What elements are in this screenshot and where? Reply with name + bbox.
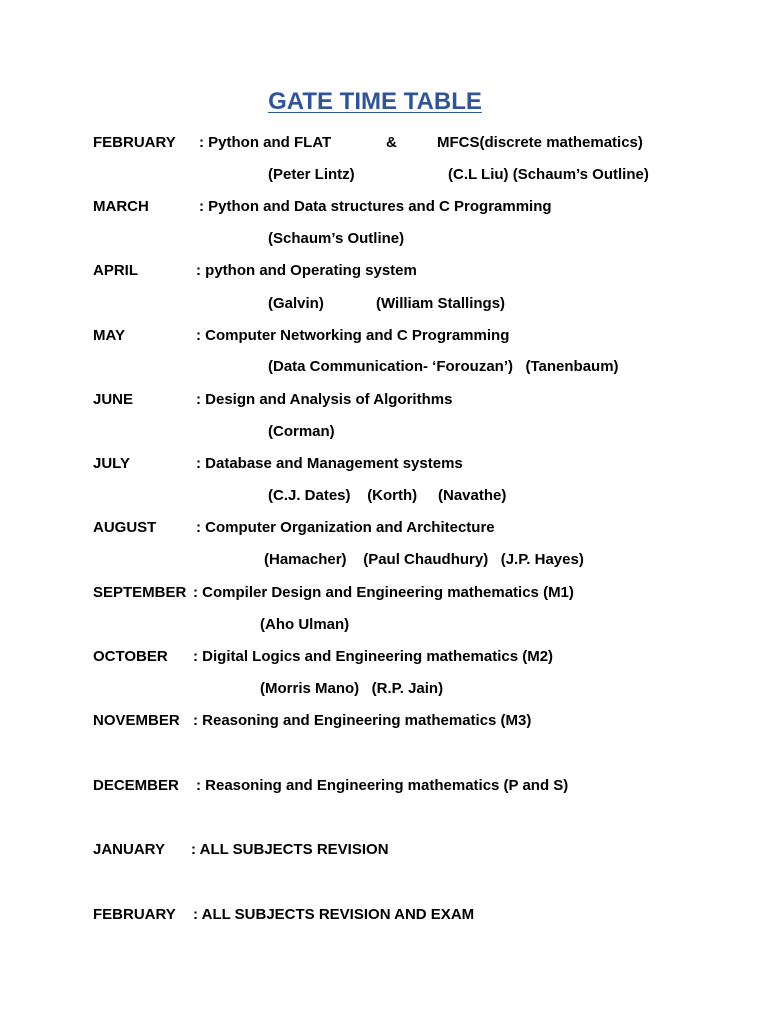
month-label: FEBRUARY xyxy=(93,906,176,923)
book-reference: (Corman) xyxy=(268,423,335,440)
month-label: NOVEMBER xyxy=(93,712,180,729)
month-label: MARCH xyxy=(93,198,149,215)
book-reference: (Aho Ulman) xyxy=(260,616,350,633)
topic-text: : Reasoning and Engineering mathematics (P and S) xyxy=(196,777,569,794)
topic-text: : ALL SUBJECTS REVISION AND EXAM xyxy=(193,906,475,923)
topic-text: : Database and Management systems xyxy=(196,455,463,472)
month-label: AUGUST xyxy=(93,519,157,536)
book-reference: (Hamacher) (Paul Chaudhury) (J.P. Hayes) xyxy=(264,551,584,568)
month-label: DECEMBER xyxy=(93,777,179,794)
book-reference: (William Stallings) xyxy=(376,295,506,312)
topic-text: : Computer Networking and C Programming xyxy=(196,327,510,344)
topic-text: : python and Operating system xyxy=(196,262,417,279)
month-label: JANUARY xyxy=(93,841,165,858)
book-reference: (Galvin) xyxy=(268,295,324,312)
topic-text: : Design and Analysis of Algorithms xyxy=(196,391,453,408)
page-title: GATE TIME TABLE xyxy=(268,88,482,115)
ampersand-text: & xyxy=(386,134,397,151)
book-reference: (Peter Lintz) xyxy=(268,166,355,183)
book-reference: (Morris Mano) (R.P. Jain) xyxy=(260,680,444,697)
book-reference: (C.L Liu) (Schaum’s Outline) xyxy=(448,166,649,183)
month-label: FEBRUARY xyxy=(93,134,176,151)
topic-text: : Reasoning and Engineering mathematics (M3) xyxy=(193,712,532,729)
topic-text: : ALL SUBJECTS REVISION xyxy=(191,841,389,858)
month-label: JULY xyxy=(93,455,130,472)
topic-extra-text: MFCS(discrete mathematics) xyxy=(437,134,643,151)
topic-text: : Python and Data structures and C Programming xyxy=(199,198,552,215)
month-label: MAY xyxy=(93,327,125,344)
book-reference: (C.J. Dates) (Korth) (Navathe) xyxy=(268,487,507,504)
topic-text: : Digital Logics and Engineering mathematics (M2) xyxy=(193,648,554,665)
topic-text: : Computer Organization and Architecture xyxy=(196,519,495,536)
topic-text: : Python and FLAT xyxy=(199,134,332,151)
book-reference: (Data Communication- ‘Forouzan’) (Tanenbaum) xyxy=(268,358,619,375)
book-reference: (Schaum’s Outline) xyxy=(268,230,405,247)
month-label: OCTOBER xyxy=(93,648,168,665)
month-label: APRIL xyxy=(93,262,138,279)
topic-text: : Compiler Design and Engineering mathematics (M1) xyxy=(193,584,574,601)
month-label: SEPTEMBER xyxy=(93,584,187,601)
month-label: JUNE xyxy=(93,391,134,408)
